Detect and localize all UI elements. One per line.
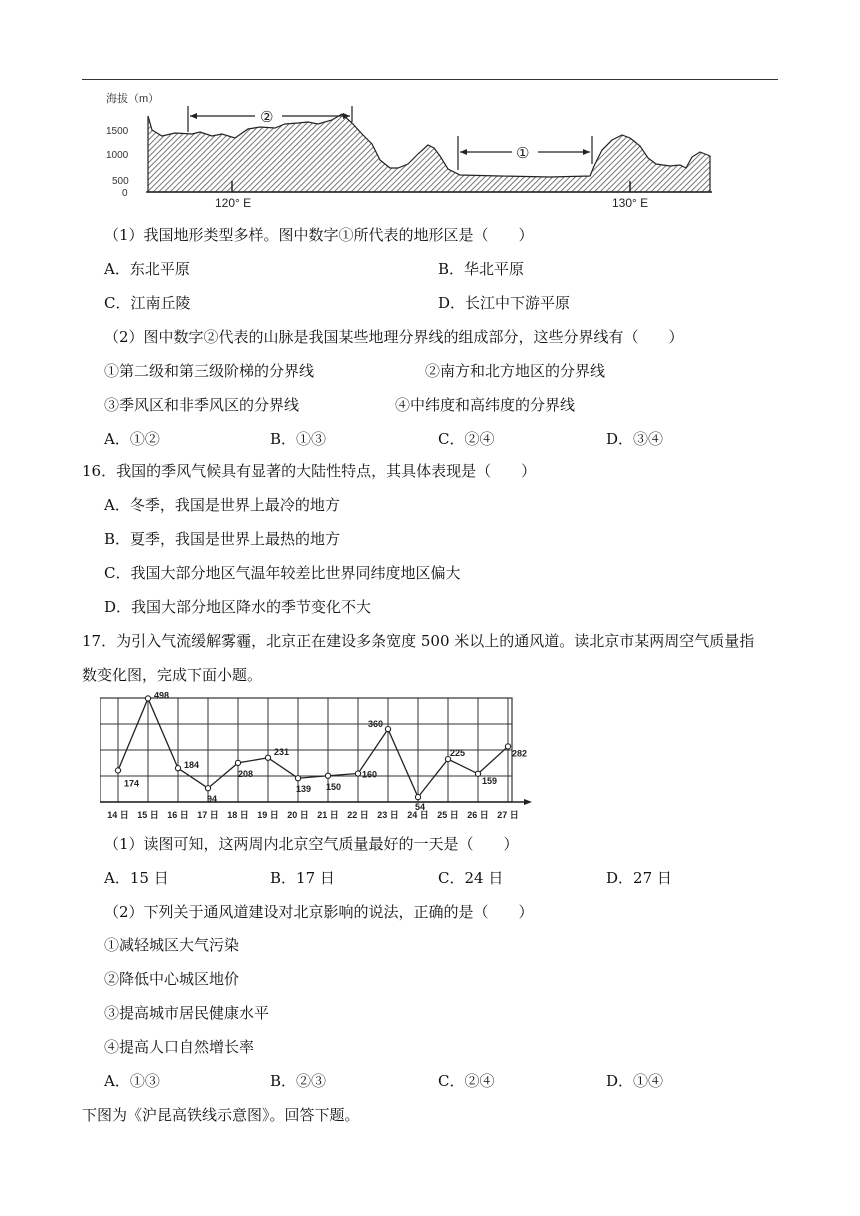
x-axis-arrow [524,799,532,805]
q15-sub2-option-d[interactable]: D．③④ [606,430,664,448]
data-label: 184 [184,760,200,771]
q15-sub2-option-c[interactable]: C．②④ [438,430,495,448]
x-tick-label: 27 日 [497,810,519,820]
q17-stem-line2: 数变化图，完成下面小题。 [82,666,263,684]
q15-sub2-item-2: ②南方和北方地区的分界线 [425,362,606,380]
marker-1-label: ① [516,145,530,162]
data-point [235,760,240,765]
terrain-silhouette [148,114,710,192]
data-point [355,771,360,776]
q17-sub2-item-1: ①减轻城区大气污染 [104,936,240,954]
q16-option-c[interactable]: C．我国大部分地区气温年较差比世界同纬度地区偏大 [104,564,461,582]
data-point [415,795,420,800]
data-point [505,744,510,749]
data-label: 360 [368,719,384,730]
lon-label-130: 130° E [612,196,649,210]
q15-sub2-option-a[interactable]: A．①② [104,430,160,448]
data-point [475,771,480,776]
x-tick-label: 15 日 [137,810,159,820]
q16-stem: 16．我国的季风气候具有显著的大陆性特点，其具体表现是（ ） [82,462,537,480]
data-label: 94 [207,794,218,805]
q17-sub1-stem: （1）读图可知，这两周内北京空气质量最好的一天是（ ） [104,835,519,853]
data-point [385,727,390,732]
x-tick-label: 14 日 [107,810,129,820]
q15-sub2-option-b[interactable]: B．①③ [270,430,327,448]
q17-sub2-item-3: ③提高城市居民健康水平 [104,1004,270,1022]
q17-sub2-option-b[interactable]: B．②③ [270,1072,327,1090]
aqi-line-chart [100,692,540,827]
header-rule [82,79,778,80]
q15-sub2-stem: （2）图中数字②代表的山脉是我国某些地理分界线的组成部分，这些分界线有（ ） [104,328,684,346]
x-tick-label: 25 日 [437,810,459,820]
profile-y-tick-1000: 1000 [106,150,129,161]
data-point [325,773,330,778]
data-point [265,755,270,760]
q17-sub1-option-a[interactable]: A．15 日 [104,869,169,887]
data-label: 160 [362,769,378,780]
data-label: 159 [482,775,498,786]
q15-sub2-item-4: ④中纬度和高纬度的分界线 [395,396,576,414]
x-tick-label: 24 日 [407,810,429,820]
data-label: 150 [326,781,342,792]
x-tick-label: 21 日 [317,810,339,820]
data-label: 54 [415,802,426,813]
x-tick-label: 18 日 [227,810,249,820]
data-label: 225 [450,748,466,759]
q15-sub1-option-c[interactable]: C．江南丘陵 [104,294,191,312]
data-point [295,776,300,781]
q17-sub2-item-4: ④提高人口自然增长率 [104,1038,255,1056]
data-label: 231 [274,746,290,757]
q15-sub1-option-d[interactable]: D．长江中下游平原 [438,294,571,312]
q17-sub1-option-c[interactable]: C．24 日 [438,869,504,887]
q15-sub2-item-3: ③季风区和非季风区的分界线 [104,396,300,414]
data-point [205,786,210,791]
q17-sub2-item-2: ②降低中心城区地价 [104,970,240,988]
x-tick-label: 20 日 [287,810,309,820]
profile-y-tick-1500: 1500 [106,126,129,137]
data-label: 174 [124,778,140,789]
q17-sub2-option-d[interactable]: D．①④ [606,1072,664,1090]
terrain-profile-figure [100,86,720,212]
q17-sub1-option-d[interactable]: D．27 日 [606,869,672,887]
marker-2-label: ② [260,109,274,126]
data-label: 208 [238,768,254,779]
lon-label-120: 120° E [215,196,252,210]
profile-y-tick-0: 0 [122,188,128,199]
q17-sub2-stem: （2）下列关于通风道建设对北京影响的说法，正确的是（ ） [104,903,534,921]
data-label: 139 [296,784,312,795]
data-label: 498 [154,692,170,701]
q16-option-b[interactable]: B．夏季，我国是世界上最热的地方 [104,530,341,548]
q17-sub2-option-a[interactable]: A．①③ [104,1072,160,1090]
q16-option-d[interactable]: D．我国大部分地区降水的季节变化不大 [104,598,372,616]
profile-y-label: 海拔（m） [106,93,160,105]
data-label: 282 [512,748,528,759]
data-point [175,766,180,771]
x-tick-label: 17 日 [197,810,219,820]
footer-intro-text: 下图为《沪昆高铁线示意图》。回答下题。 [82,1106,360,1124]
q15-sub1-option-a[interactable]: A．东北平原 [104,260,190,278]
q17-sub2-option-c[interactable]: C．②④ [438,1072,495,1090]
q15-sub1-option-b[interactable]: B．华北平原 [438,260,525,278]
q17-stem-line1: 17．为引入气流缓解雾霾，北京正在建设多条宽度 500 米以上的通风道。读北京市某两周空气质量指 [82,632,755,650]
x-tick-label: 22 日 [347,810,369,820]
x-tick-label: 16 日 [167,810,189,820]
x-tick-label: 26 日 [467,810,489,820]
x-tick-label: 19 日 [257,810,279,820]
data-point [145,696,150,701]
profile-y-tick-500: 500 [112,176,129,187]
x-tick-label: 23 日 [377,810,399,820]
q17-sub1-option-b[interactable]: B．17 日 [270,869,335,887]
data-point [115,768,120,773]
q15-sub1-stem: （1）我国地形类型多样。图中数字①所代表的地形区是（ ） [104,226,534,244]
q15-sub2-item-1: ①第二级和第三级阶梯的分界线 [104,362,315,380]
q16-option-a[interactable]: A．冬季，我国是世界上最冷的地方 [104,496,340,514]
